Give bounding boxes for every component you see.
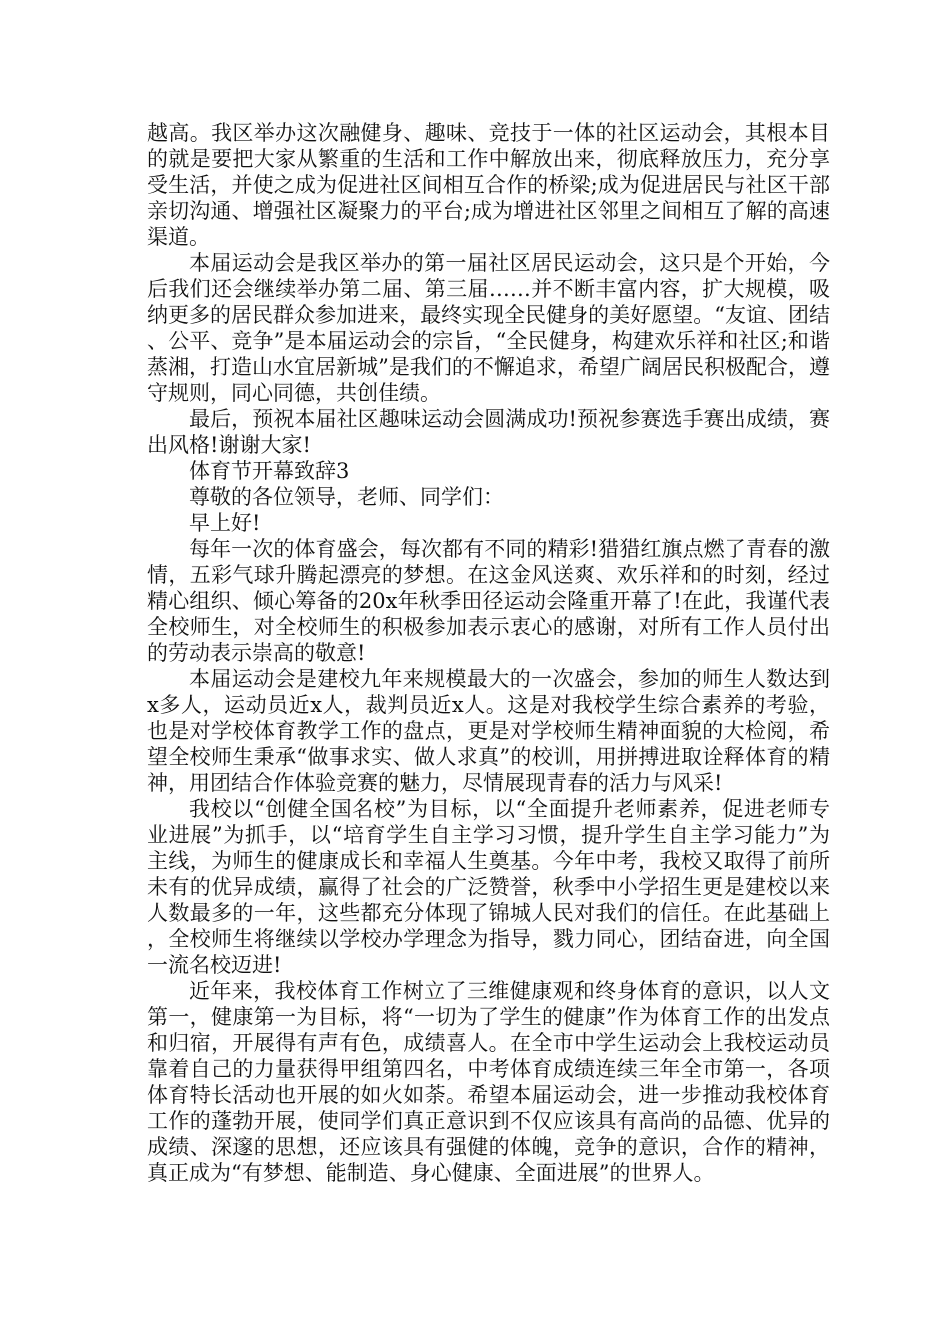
paragraph-continuation: 越高。我区举办这次融健身、趣味、竞技于一体的社区运动会，其根本目的就是要把大家从繁重的生活和工作中解放出来，彻底释放压力，充分享受生活，并使之成为促进社区间相互合作的桥梁;成为促进居民与社区干部亲切沟通、增强社区凝聚力的平台;成为增进社区邻里之间相互了解的高速渠道。 [147, 121, 830, 249]
paragraph-opening: 每年一次的体育盛会，每次都有不同的精彩!猎猎红旗点燃了青春的激情，五彩气球升腾起漂亮的梦想。在这金风送爽、欢乐祥和的时刻，经过精心组织、倾心筹备的20x年秋季田径运动会隆重开幕了!在此，我谨代表全校师生，对全校师生的积极参加表示衷心的感谢，对所有工作人员付出的劳动表示崇高的敬意! [147, 537, 830, 665]
section-heading: 体育节开幕致辞3 [189, 459, 350, 483]
paragraph-scale: 本届运动会是建校九年来规模最大的一次盛会，参加的师生人数达到x多人，运动员近x人，裁判员近x人。这是对我校学生综合素养的考验，也是对学校体育教学工作的盘点，更是对学校师生精神面貌的大检阅，希望全校师生秉承“做事求实、做人求真”的校训，用拼搏进取诠释体育的精神，用团结合作体验竞赛的魅力，尽情展现青春的活力与风采! [147, 667, 830, 795]
paragraph-school-goals: 我校以“创健全国名校”为目标，以“全面提升老师素养，促进老师专业进展”为抓手，以“培育学生自主学习习惯，提升学生自主学习能力”为主线，为师生的健康成长和幸福人生奠基。今年中考，我校又取得了前所未有的优异成绩，赢得了社会的广泛赞誉，秋季中小学招生更是建校以来人数最多的一年，这些都充分体现了锦城人民对我们的信任。在此基础上，全校师生将继续以学校办学理念为指导，戮力同心，团结奋进，向全国一流名校迈进! [147, 797, 830, 977]
paragraph-sports-work: 近年来，我校体育工作树立了三维健康观和终身体育的意识，以人文第一，健康第一为目标，将“一切为了学生的健康”作为体育工作的出发点和归宿，开展得有声有色，成绩喜人。在全市中学生运动会上我校运动员靠着自己的力量获得甲组第四名，中考体育成绩连续三年全市第一，各项体育特长活动也开展的如火如荼。希望本届运动会，进一步推动我校体育工作的蓬勃开展，使同学们真正意识到不仅应该具有高尚的品德、优异的成绩、深邃的思想，还应该具有强健的体魄，竞争的意识，合作的精神，真正成为“有梦想、能制造、身心健康、全面进展”的世界人。 [147, 979, 830, 1185]
paragraph-first-session: 本届运动会是我区举办的第一届社区居民运动会，这只是个开始，今后我们还会继续举办第二届、第三届……并不断丰富内容，扩大规模，吸纳更多的居民群众参加进来，最终实现全民健身的美好愿望。“友谊、团结、公平、竞争”是本届运动会的宗旨，“全民健身，构建欢乐祥和社区;和谐蒸湘，打造山水宜居新城”是我们的不懈追求，希望广阔居民积极配合，遵守规则，同心同德，共创佳绩。 [147, 251, 830, 405]
greeting: 早上好! [189, 511, 261, 535]
document-page [147, 120, 830, 1186]
salutation: 尊敬的各位领导，老师、同学们： [189, 485, 504, 509]
paragraph-closing-wish: 最后，预祝本届社区趣味运动会圆满成功!预祝参赛选手赛出成绩，赛出风格!谢谢大家! [147, 407, 830, 457]
